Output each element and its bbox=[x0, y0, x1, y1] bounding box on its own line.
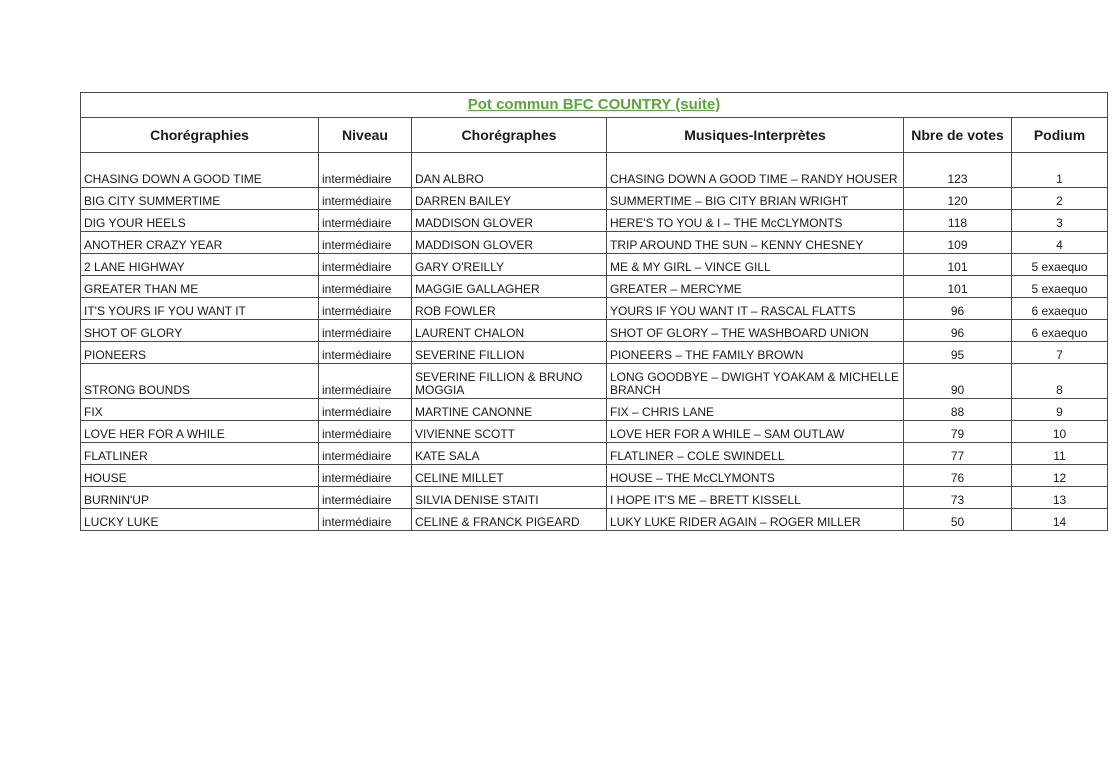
level-cell: intermédiaire bbox=[319, 509, 412, 531]
level-cell: intermédiaire bbox=[319, 320, 412, 342]
dance-cell: DIG YOUR HEELS bbox=[81, 210, 319, 232]
choreographer-cell: SEVERINE FILLION bbox=[412, 342, 607, 364]
podium-cell: 10 bbox=[1012, 421, 1108, 443]
level-cell: intermédiaire bbox=[319, 210, 412, 232]
music-cell: LUKY LUKE RIDER AGAIN – ROGER MILLER bbox=[607, 509, 904, 531]
music-cell: YOURS IF YOU WANT IT – RASCAL FLATTS bbox=[607, 298, 904, 320]
choreographer-cell: MAGGIE GALLAGHER bbox=[412, 276, 607, 298]
votes-cell: 123 bbox=[904, 153, 1012, 188]
title-row bbox=[81, 93, 1108, 118]
votes-cell: 96 bbox=[904, 320, 1012, 342]
table-row bbox=[81, 443, 1108, 465]
podium-cell: 9 bbox=[1012, 399, 1108, 421]
votes-cell: 90 bbox=[904, 364, 1012, 399]
header-niveau: Niveau bbox=[319, 118, 412, 153]
table-row bbox=[81, 342, 1108, 364]
level-cell: intermédiaire bbox=[319, 421, 412, 443]
dance-cell: LUCKY LUKE bbox=[81, 509, 319, 531]
level-cell: intermédiaire bbox=[319, 153, 412, 188]
header-votes: Nbre de votes bbox=[904, 118, 1012, 153]
choreographer-cell: CELINE MILLET bbox=[412, 465, 607, 487]
level-cell: intermédiaire bbox=[319, 232, 412, 254]
votes-cell: 79 bbox=[904, 421, 1012, 443]
level-cell: intermédiaire bbox=[319, 298, 412, 320]
table-row bbox=[81, 188, 1108, 210]
music-cell: FLATLINER – COLE SWINDELL bbox=[607, 443, 904, 465]
podium-cell: 7 bbox=[1012, 342, 1108, 364]
votes-cell: 76 bbox=[904, 465, 1012, 487]
music-cell: I HOPE IT'S ME – BRETT KISSELL bbox=[607, 487, 904, 509]
podium-cell: 14 bbox=[1012, 509, 1108, 531]
choreographer-cell: SILVIA DENISE STAITI bbox=[412, 487, 607, 509]
header-row bbox=[81, 118, 1108, 153]
dance-cell: GREATER THAN ME bbox=[81, 276, 319, 298]
table-row bbox=[81, 364, 1108, 399]
choreographer-cell: MARTINE CANONNE bbox=[412, 399, 607, 421]
dance-cell: LOVE HER FOR A WHILE bbox=[81, 421, 319, 443]
podium-cell: 3 bbox=[1012, 210, 1108, 232]
music-cell: FIX – CHRIS LANE bbox=[607, 399, 904, 421]
table-row bbox=[81, 487, 1108, 509]
choreographer-cell: MADDISON GLOVER bbox=[412, 232, 607, 254]
choreographer-cell: GARY O'REILLY bbox=[412, 254, 607, 276]
level-cell: intermédiaire bbox=[319, 188, 412, 210]
music-cell: LOVE HER FOR A WHILE – SAM OUTLAW bbox=[607, 421, 904, 443]
music-cell: SUMMERTIME – BIG CITY BRIAN WRIGHT bbox=[607, 188, 904, 210]
podium-cell: 1 bbox=[1012, 153, 1108, 188]
level-cell: intermédiaire bbox=[319, 487, 412, 509]
header-choregraphies: Chorégraphies bbox=[81, 118, 319, 153]
dance-cell: PIONEERS bbox=[81, 342, 319, 364]
dance-cell: HOUSE bbox=[81, 465, 319, 487]
table-title: Pot commun BFC COUNTRY (suite) bbox=[467, 96, 721, 113]
dance-cell: SHOT OF GLORY bbox=[81, 320, 319, 342]
votes-cell: 118 bbox=[904, 210, 1012, 232]
dance-cell: BIG CITY SUMMERTIME bbox=[81, 188, 319, 210]
table-row bbox=[81, 509, 1108, 531]
dance-cell: FLATLINER bbox=[81, 443, 319, 465]
header-musiques: Musiques-Interprètes bbox=[607, 118, 904, 153]
choreographer-cell: ROB FOWLER bbox=[412, 298, 607, 320]
choreographer-cell: DARREN BAILEY bbox=[412, 188, 607, 210]
podium-cell: 5 exaequo bbox=[1012, 254, 1108, 276]
podium-cell: 6 exaequo bbox=[1012, 298, 1108, 320]
dance-cell: BURNIN'UP bbox=[81, 487, 319, 509]
table-row bbox=[81, 232, 1108, 254]
votes-cell: 88 bbox=[904, 399, 1012, 421]
music-cell: SHOT OF GLORY – THE WASHBOARD UNION bbox=[607, 320, 904, 342]
dance-cell: 2 LANE HIGHWAY bbox=[81, 254, 319, 276]
podium-cell: 5 exaequo bbox=[1012, 276, 1108, 298]
level-cell: intermédiaire bbox=[319, 465, 412, 487]
music-cell: PIONEERS – THE FAMILY BROWN bbox=[607, 342, 904, 364]
header-choregraphes: Chorégraphes bbox=[412, 118, 607, 153]
votes-cell: 120 bbox=[904, 188, 1012, 210]
level-cell: intermédiaire bbox=[319, 399, 412, 421]
dance-cell: ANOTHER CRAZY YEAR bbox=[81, 232, 319, 254]
choreographer-cell: VIVIENNE SCOTT bbox=[412, 421, 607, 443]
votes-cell: 101 bbox=[904, 276, 1012, 298]
level-cell: intermédiaire bbox=[319, 342, 412, 364]
table-body bbox=[81, 153, 1108, 531]
podium-cell: 11 bbox=[1012, 443, 1108, 465]
table-row bbox=[81, 320, 1108, 342]
podium-cell: 13 bbox=[1012, 487, 1108, 509]
level-cell: intermédiaire bbox=[319, 276, 412, 298]
votes-cell: 95 bbox=[904, 342, 1012, 364]
choreographer-cell: LAURENT CHALON bbox=[412, 320, 607, 342]
level-cell: intermédiaire bbox=[319, 443, 412, 465]
choreographer-cell: MADDISON GLOVER bbox=[412, 210, 607, 232]
dance-cell: CHASING DOWN A GOOD TIME bbox=[81, 153, 319, 188]
table-row bbox=[81, 421, 1108, 443]
table-row bbox=[81, 399, 1108, 421]
results-table bbox=[80, 92, 1108, 531]
votes-cell: 101 bbox=[904, 254, 1012, 276]
podium-cell: 4 bbox=[1012, 232, 1108, 254]
table-row bbox=[81, 210, 1108, 232]
votes-cell: 77 bbox=[904, 443, 1012, 465]
music-cell: GREATER – MERCYME bbox=[607, 276, 904, 298]
choreographer-cell: KATE SALA bbox=[412, 443, 607, 465]
music-cell: ME & MY GIRL – VINCE GILL bbox=[607, 254, 904, 276]
choreographer-cell: SEVERINE FILLION & BRUNO MOGGIA bbox=[412, 364, 607, 399]
table-row bbox=[81, 153, 1108, 188]
music-cell: HERE'S TO YOU & I – THE McCLYMONTS bbox=[607, 210, 904, 232]
choreographer-cell: CELINE & FRANCK PIGEARD bbox=[412, 509, 607, 531]
podium-cell: 12 bbox=[1012, 465, 1108, 487]
choreographer-cell: DAN ALBRO bbox=[412, 153, 607, 188]
header-podium: Podium bbox=[1012, 118, 1108, 153]
level-cell: intermédiaire bbox=[319, 254, 412, 276]
table-row bbox=[81, 276, 1108, 298]
dance-cell: IT'S YOURS IF YOU WANT IT bbox=[81, 298, 319, 320]
music-cell: CHASING DOWN A GOOD TIME – RANDY HOUSER bbox=[607, 153, 904, 188]
votes-cell: 96 bbox=[904, 298, 1012, 320]
title-cell bbox=[81, 93, 1108, 118]
votes-cell: 73 bbox=[904, 487, 1012, 509]
podium-cell: 8 bbox=[1012, 364, 1108, 399]
table-row bbox=[81, 465, 1108, 487]
results-sheet bbox=[80, 92, 1107, 531]
podium-cell: 2 bbox=[1012, 188, 1108, 210]
dance-cell: STRONG BOUNDS bbox=[81, 364, 319, 399]
votes-cell: 109 bbox=[904, 232, 1012, 254]
table-row bbox=[81, 298, 1108, 320]
music-cell: LONG GOODBYE – DWIGHT YOAKAM & MICHELLE BRANCH bbox=[607, 364, 904, 399]
music-cell: TRIP AROUND THE SUN – KENNY CHESNEY bbox=[607, 232, 904, 254]
music-cell: HOUSE – THE McCLYMONTS bbox=[607, 465, 904, 487]
level-cell: intermédiaire bbox=[319, 364, 412, 399]
table-row bbox=[81, 254, 1108, 276]
dance-cell: FIX bbox=[81, 399, 319, 421]
podium-cell: 6 exaequo bbox=[1012, 320, 1108, 342]
votes-cell: 50 bbox=[904, 509, 1012, 531]
